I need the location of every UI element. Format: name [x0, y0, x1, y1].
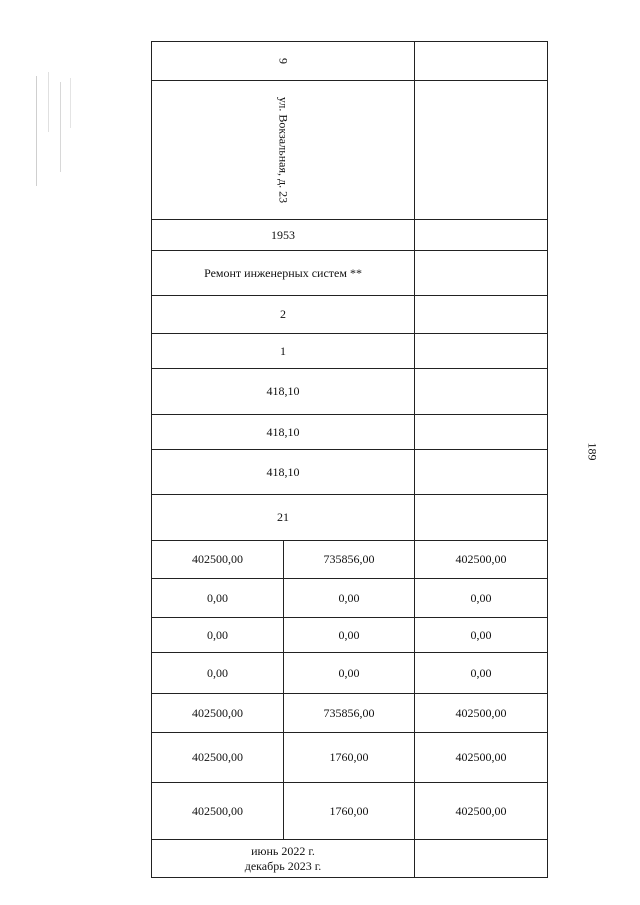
finance-cell: 402500,00: [152, 733, 284, 783]
finance-cell: 0,00: [284, 653, 415, 694]
empty-cell: [415, 840, 548, 878]
table-row: [152, 220, 548, 251]
table-row: [152, 495, 548, 541]
table-row: [152, 694, 548, 733]
period-end: декабрь 2023 г.: [244, 858, 322, 873]
finance-cell: 402500,00: [415, 783, 548, 840]
scan-artifact: [34, 72, 74, 190]
page-number: 189: [585, 442, 600, 461]
finance-cell: 0,00: [415, 579, 548, 618]
finance-cell: 0,00: [152, 579, 284, 618]
empty-cell: [415, 369, 548, 415]
table-row: [152, 541, 548, 579]
table-row: [152, 415, 548, 450]
finance-cell: 402500,00: [152, 694, 284, 733]
empty-cell: [415, 415, 548, 450]
row-number: 9: [276, 58, 291, 64]
empty-cell: [415, 81, 548, 220]
value-b-cell: 1: [152, 334, 415, 369]
finance-cell: 1760,00: [284, 783, 415, 840]
table-row: [152, 369, 548, 415]
table-row: [152, 783, 548, 840]
empty-cell: [415, 334, 548, 369]
empty-cell: [415, 220, 548, 251]
finance-cell: 0,00: [415, 618, 548, 653]
area-3-cell: 418,10: [152, 450, 415, 495]
empty-cell: [415, 450, 548, 495]
area-1-cell: 418,10: [152, 369, 415, 415]
table-row: [152, 296, 548, 334]
value-c-cell: 21: [152, 495, 415, 541]
table-row: [152, 618, 548, 653]
area-2-cell: 418,10: [152, 415, 415, 450]
finance-cell: 0,00: [284, 618, 415, 653]
finance-cell: 402500,00: [152, 783, 284, 840]
finance-cell: 735856,00: [284, 694, 415, 733]
period-start: июнь 2022 г.: [251, 843, 315, 858]
value-a-cell: 2: [152, 296, 415, 334]
empty-cell: [415, 495, 548, 541]
empty-cell: [415, 296, 548, 334]
row-number-cell: [152, 42, 415, 81]
finance-cell: 0,00: [152, 618, 284, 653]
table-row: [152, 251, 548, 296]
finance-cell: 735856,00: [284, 541, 415, 579]
finance-cell: 402500,00: [152, 541, 284, 579]
period-cell: [152, 840, 415, 878]
table-row: [152, 840, 548, 878]
finance-cell: 402500,00: [415, 733, 548, 783]
empty-cell: [415, 251, 548, 296]
table-row: [152, 653, 548, 694]
finance-cell: 1760,00: [284, 733, 415, 783]
finance-cell: 0,00: [284, 579, 415, 618]
address-text: ул. Вокзальная, д. 23: [276, 96, 291, 204]
finance-cell: 402500,00: [415, 541, 548, 579]
year-cell: 1953: [152, 220, 415, 251]
finance-cell: 0,00: [152, 653, 284, 694]
table-row: [152, 733, 548, 783]
work-type-cell: Ремонт инженерных систем **: [152, 251, 415, 296]
empty-cell: [415, 42, 548, 81]
address-cell: [152, 81, 415, 220]
table-row: [152, 334, 548, 369]
table-row: [152, 579, 548, 618]
data-table: [151, 41, 548, 878]
table-row: [152, 450, 548, 495]
table-row: [152, 81, 548, 220]
table-row: [152, 42, 548, 81]
finance-cell: 0,00: [415, 653, 548, 694]
finance-cell: 402500,00: [415, 694, 548, 733]
